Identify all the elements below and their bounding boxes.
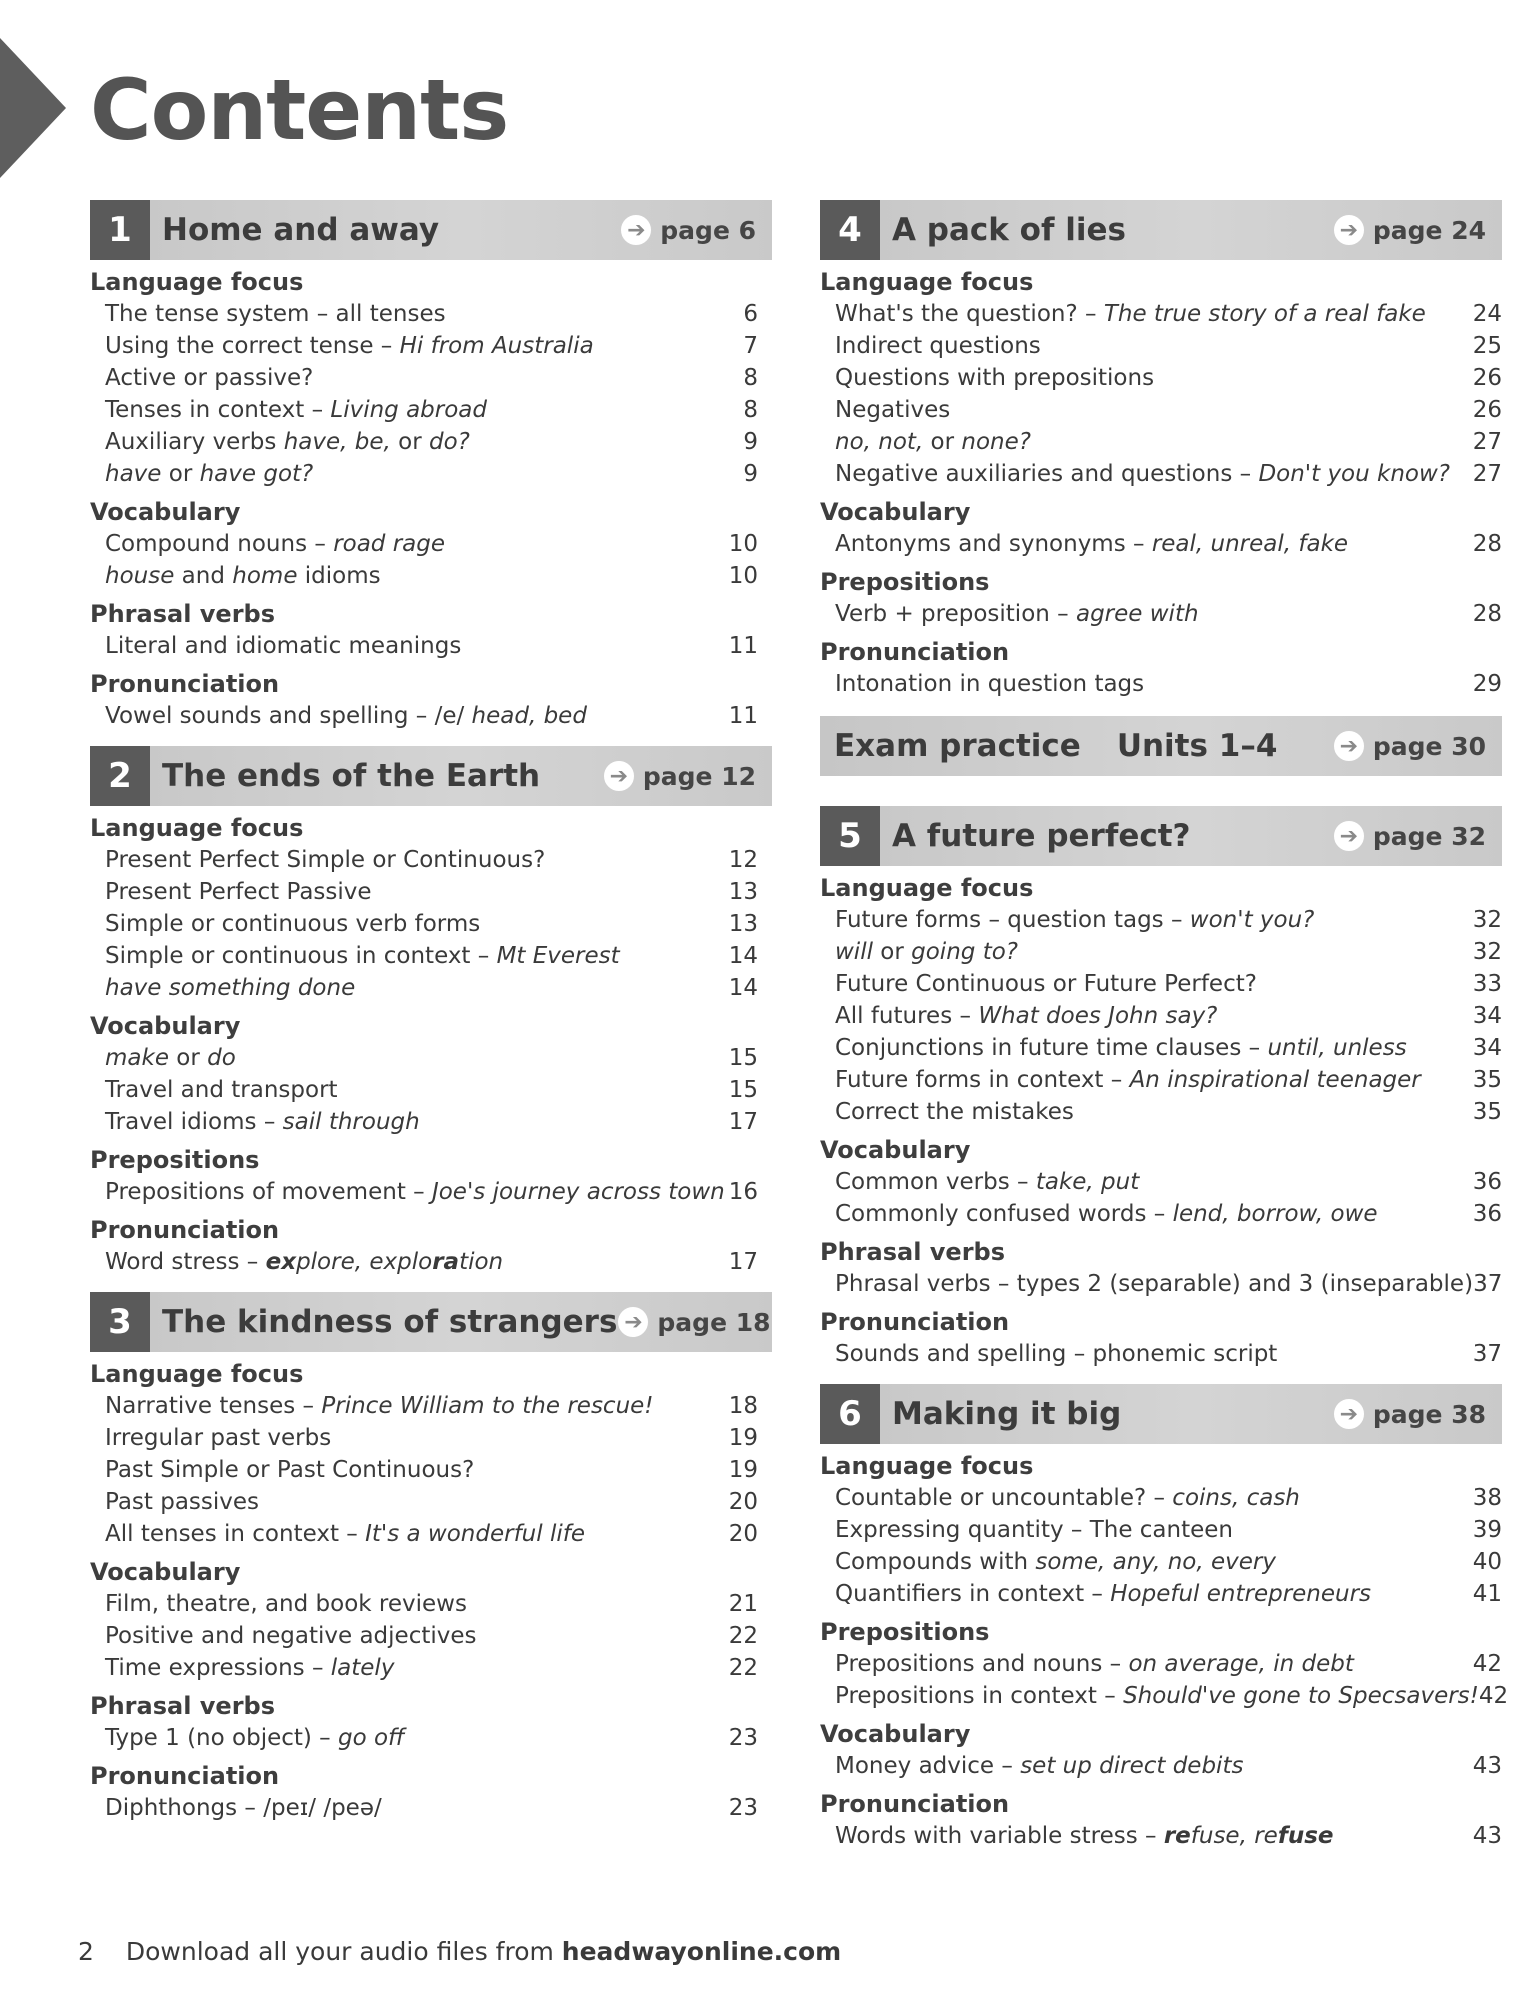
page-ref-label: page 24 [1372, 215, 1486, 245]
toc-entry[interactable] [90, 560, 772, 592]
section-heading: Language focus [90, 814, 304, 842]
section-heading: Language focus [820, 874, 1034, 902]
toc-entry[interactable] [90, 1588, 772, 1620]
section-heading: Vocabulary [90, 1558, 241, 1586]
entry-text: Film, theatre, and book reviews [105, 1591, 467, 1617]
toc-entry[interactable] [820, 1680, 1509, 1712]
entry-page-number: 13 [728, 911, 758, 937]
unit-block [90, 746, 772, 1278]
entry-page-number: 32 [1472, 939, 1502, 965]
corner-triangle-icon [0, 38, 66, 178]
unit-header [90, 746, 772, 806]
toc-entry[interactable] [90, 298, 772, 330]
exam-practice-units: Units 1–4 [1116, 728, 1278, 764]
entry-page-number: 39 [1472, 1517, 1502, 1543]
entry-page-number: 20 [728, 1489, 758, 1515]
entry-page-number: 15 [728, 1077, 758, 1103]
toc-entry[interactable] [90, 630, 772, 662]
entry-text: Prepositions in context – Should've gone to Specsavers! [835, 1683, 1479, 1709]
toc-entry[interactable] [820, 1578, 1502, 1610]
entry-text: Prepositions and nouns – on average, in debt [835, 1651, 1354, 1677]
unit-number: 4 [820, 200, 880, 260]
page-ref-link[interactable] [1333, 1398, 1502, 1430]
entry-text: Narrative tenses – Prince William to the rescue! [105, 1393, 654, 1419]
entry-page-number: 22 [728, 1623, 758, 1649]
entry-text: Vowel sounds and spelling – /e/ head, bed [105, 703, 587, 729]
toc-entry[interactable] [820, 298, 1502, 330]
toc-entry[interactable] [820, 1820, 1502, 1852]
entry-text: What's the question? – The true story of a real fake [835, 301, 1426, 327]
toc-entry[interactable] [820, 330, 1502, 362]
toc-entry[interactable] [90, 1486, 772, 1518]
entry-page-number: 41 [1472, 1581, 1502, 1607]
section-heading: Pronunciation [90, 1216, 280, 1244]
toc-entry[interactable] [820, 668, 1502, 700]
unit-block [90, 200, 772, 732]
entry-text: Correct the mistakes [835, 1099, 1074, 1125]
toc-entry[interactable] [90, 972, 772, 1004]
toc-entry[interactable] [90, 1722, 772, 1754]
toc-entry[interactable] [90, 528, 772, 560]
entry-page-number: 37 [1472, 1341, 1502, 1367]
entry-text: Present Perfect Simple or Continuous? [105, 847, 546, 873]
toc-entry[interactable] [90, 330, 772, 362]
entry-text: All tenses in context – It's a wonderful life [105, 1521, 585, 1547]
entry-page-number: 10 [728, 563, 758, 589]
entry-text: Compounds with some, any, no, every [835, 1549, 1276, 1575]
toc-entry[interactable] [820, 1032, 1502, 1064]
toc-entry[interactable] [820, 1546, 1502, 1578]
entry-page-number: 36 [1472, 1201, 1502, 1227]
entry-text: Common verbs – take, put [835, 1169, 1140, 1195]
exam-practice-label: Exam practice [834, 728, 1081, 764]
entry-page-number: 43 [1472, 1823, 1502, 1849]
unit-block [90, 1292, 772, 1824]
section-heading: Prepositions [90, 1146, 260, 1174]
toc-entry[interactable] [90, 362, 772, 394]
toc-entry[interactable] [90, 1390, 772, 1422]
entry-page-number: 13 [728, 879, 758, 905]
entry-text: Prepositions of movement – Joe's journey across town [105, 1179, 725, 1205]
section-heading: Pronunciation [90, 670, 280, 698]
page-ref-link[interactable] [1333, 820, 1502, 852]
toc-entry[interactable] [90, 1792, 772, 1824]
entry-page-number: 29 [1472, 671, 1502, 697]
section-heading: Pronunciation [820, 638, 1010, 666]
entry-page-number: 24 [1472, 301, 1502, 327]
unit-title: The ends of the Earth [162, 758, 541, 794]
toc-entry[interactable] [90, 1620, 772, 1652]
exam-practice-block [820, 716, 1502, 776]
entry-page-number: 15 [728, 1045, 758, 1071]
entry-text: Simple or continuous verb forms [105, 911, 481, 937]
toc-entry[interactable] [90, 908, 772, 940]
unit-number: 1 [90, 200, 150, 260]
toc-entry[interactable] [820, 598, 1502, 630]
arrow-right-circle-icon: ➔ [1333, 820, 1365, 852]
unit-block [820, 806, 1502, 1370]
section-heading: Phrasal verbs [820, 1238, 1005, 1266]
section-heading: Prepositions [820, 1618, 990, 1646]
entry-text: Tenses in context – Living abroad [105, 397, 487, 423]
toc-entry[interactable] [90, 1518, 772, 1550]
toc-entry[interactable] [90, 1246, 772, 1278]
section-heading: Vocabulary [820, 1720, 971, 1748]
entry-page-number: 10 [728, 531, 758, 557]
entry-page-number: 19 [728, 1425, 758, 1451]
arrow-right-circle-icon: ➔ [617, 1306, 649, 1338]
entry-text: Travel idioms – sail through [105, 1109, 420, 1135]
unit-block [820, 1384, 1509, 1852]
entry-page-number: 14 [728, 975, 758, 1001]
unit-title: A future perfect? [892, 818, 1191, 854]
footer-url-link[interactable]: headwayonline.com [561, 1937, 842, 1966]
unit-title: Making it big [892, 1396, 1122, 1432]
page-ref-label: page 38 [1372, 1399, 1486, 1429]
entry-text: Money advice – set up direct debits [835, 1753, 1244, 1779]
toc-entry[interactable] [820, 1750, 1502, 1782]
entry-text: Words with variable stress – refuse, refuse [835, 1823, 1334, 1849]
arrow-right-circle-icon: ➔ [1333, 730, 1365, 762]
unit-block [820, 200, 1502, 700]
entry-text: Simple or continuous in context – Mt Everest [105, 943, 620, 969]
entry-page-number: 35 [1472, 1099, 1502, 1125]
page-ref-link[interactable] [1333, 214, 1502, 246]
entry-text: Expressing quantity – The canteen [835, 1517, 1233, 1543]
entry-text: Literal and idiomatic meanings [105, 633, 462, 659]
entry-page-number: 9 [743, 429, 758, 455]
entry-text: Compound nouns – road rage [105, 531, 446, 557]
toc-entry[interactable] [90, 700, 772, 732]
toc-entry[interactable] [820, 968, 1502, 1000]
toc-entry[interactable] [90, 458, 772, 490]
entry-page-number: 38 [1472, 1485, 1502, 1511]
toc-entry[interactable] [820, 394, 1502, 426]
footer-page-number: 2 [78, 1937, 94, 1966]
page-ref-link[interactable] [1333, 730, 1502, 762]
entry-page-number: 42 [1478, 1683, 1509, 1709]
page-title: Contents [90, 61, 509, 159]
entry-page-number: 37 [1473, 1271, 1503, 1297]
right-column [820, 200, 1509, 1866]
entry-text: Quantifiers in context – Hopeful entrepreneurs [835, 1581, 1372, 1607]
entry-page-number: 16 [728, 1179, 758, 1205]
arrow-right-circle-icon: ➔ [603, 760, 635, 792]
unit-title: Home and away [162, 212, 440, 248]
arrow-right-circle-icon: ➔ [620, 214, 652, 246]
entry-text: Positive and negative adjectives [105, 1623, 477, 1649]
entry-page-number: 6 [743, 301, 758, 327]
unit-header [90, 200, 772, 260]
toc-entry[interactable] [90, 1176, 772, 1208]
entry-text: Auxiliary verbs have, be, or do? [105, 429, 470, 455]
entry-text: Present Perfect Passive [105, 879, 372, 905]
entry-text: have something done [105, 975, 356, 1001]
section-heading: Language focus [90, 1360, 304, 1388]
toc-entry[interactable] [820, 362, 1502, 394]
section-heading: Prepositions [820, 568, 990, 596]
page-ref-label: page 32 [1372, 821, 1486, 851]
entry-page-number: 26 [1472, 365, 1502, 391]
toc-entry[interactable] [820, 936, 1502, 968]
exam-practice-header [820, 716, 1502, 776]
page-ref-label: page 6 [660, 215, 756, 245]
entry-text: Travel and transport [105, 1077, 338, 1103]
unit-title: The kindness of strangers [162, 1304, 618, 1340]
footer [78, 1937, 841, 1966]
unit-header [820, 806, 1502, 866]
toc-entry[interactable] [820, 1648, 1502, 1680]
entry-page-number: 12 [728, 847, 758, 873]
entry-page-number: 9 [743, 461, 758, 487]
entry-text: Future forms in context – An inspirational teenager [835, 1067, 1421, 1093]
entry-text: Future Continuous or Future Perfect? [835, 971, 1257, 997]
entry-page-number: 28 [1472, 601, 1502, 627]
page-ref-label: page 12 [642, 761, 756, 791]
toc-entry[interactable] [90, 394, 772, 426]
left-column [90, 200, 772, 1838]
entry-page-number: 11 [728, 633, 758, 659]
unit-header [90, 1292, 772, 1352]
entry-text: Antonyms and synonyms – real, unreal, fake [835, 531, 1349, 557]
entry-text: All futures – What does John say? [835, 1003, 1218, 1029]
entry-page-number: 40 [1472, 1549, 1502, 1575]
toc-entry[interactable] [820, 1198, 1502, 1230]
section-heading: Phrasal verbs [90, 600, 275, 628]
entry-page-number: 19 [728, 1457, 758, 1483]
unit-number: 2 [90, 746, 150, 806]
section-heading: Vocabulary [90, 498, 241, 526]
toc-entry[interactable] [820, 426, 1502, 458]
page-ref-link[interactable] [617, 1306, 786, 1338]
section-heading: Language focus [90, 268, 304, 296]
entry-text: Conjunctions in future time clauses – until, unless [835, 1035, 1407, 1061]
entry-page-number: 43 [1472, 1753, 1502, 1779]
entry-text: Questions with prepositions [835, 365, 1155, 391]
entry-text: The tense system – all tenses [105, 301, 446, 327]
entry-text: house and home idioms [105, 563, 381, 589]
toc-entry[interactable] [90, 844, 772, 876]
entry-text: have or have got? [105, 461, 314, 487]
entry-page-number: 36 [1472, 1169, 1502, 1195]
entry-text: Negatives [835, 397, 951, 423]
entry-text: Using the correct tense – Hi from Australia [105, 333, 594, 359]
toc-entry[interactable] [90, 1074, 772, 1106]
page-ref-link[interactable] [620, 214, 772, 246]
toc-entry[interactable] [820, 1338, 1502, 1370]
toc-entry[interactable] [90, 1652, 772, 1684]
entry-text: Negative auxiliaries and questions – Don't you know? [835, 461, 1451, 487]
entry-page-number: 23 [728, 1725, 758, 1751]
entry-page-number: 26 [1472, 397, 1502, 423]
toc-entry[interactable] [820, 1064, 1502, 1096]
entry-text: Indirect questions [835, 333, 1041, 359]
entry-text: Time expressions – lately [105, 1655, 395, 1681]
unit-header [820, 1384, 1502, 1444]
entry-text: Countable or uncountable? – coins, cash [835, 1485, 1300, 1511]
toc-entry[interactable] [820, 528, 1502, 560]
arrow-right-circle-icon: ➔ [1333, 214, 1365, 246]
section-heading: Pronunciation [820, 1790, 1010, 1818]
section-heading: Language focus [820, 268, 1034, 296]
entry-text: Active or passive? [105, 365, 314, 391]
entry-text: Sounds and spelling – phonemic script [835, 1341, 1278, 1367]
entry-page-number: 34 [1472, 1035, 1502, 1061]
section-heading: Vocabulary [820, 498, 971, 526]
page-ref-label: page 30 [1372, 731, 1486, 761]
entry-page-number: 22 [728, 1655, 758, 1681]
entry-text: Intonation in question tags [835, 671, 1145, 697]
toc-entry[interactable] [90, 1422, 772, 1454]
entry-text: Future forms – question tags – won't you? [835, 907, 1315, 933]
entry-page-number: 27 [1472, 461, 1502, 487]
exam-practice-title [820, 728, 1333, 764]
entry-page-number: 25 [1472, 333, 1502, 359]
unit-title: A pack of lies [892, 212, 1126, 248]
toc-entry[interactable] [90, 940, 772, 972]
page-ref-link[interactable] [603, 760, 772, 792]
unit-header [820, 200, 1502, 260]
entry-page-number: 17 [728, 1249, 758, 1275]
section-heading: Language focus [820, 1452, 1034, 1480]
entry-page-number: 8 [743, 365, 758, 391]
section-heading: Phrasal verbs [90, 1692, 275, 1720]
entry-page-number: 23 [728, 1795, 758, 1821]
toc-entry[interactable] [820, 1166, 1502, 1198]
toc-entry[interactable] [90, 1106, 772, 1138]
section-heading: Pronunciation [820, 1308, 1010, 1336]
section-heading: Vocabulary [820, 1136, 971, 1164]
toc-entry[interactable] [90, 1042, 772, 1074]
entry-page-number: 35 [1472, 1067, 1502, 1093]
toc-entry[interactable] [90, 426, 772, 458]
entry-page-number: 18 [728, 1393, 758, 1419]
unit-number: 5 [820, 806, 880, 866]
toc-entry[interactable] [820, 1096, 1502, 1128]
entry-page-number: 27 [1472, 429, 1502, 455]
entry-page-number: 32 [1472, 907, 1502, 933]
entry-text: Past Simple or Past Continuous? [105, 1457, 475, 1483]
toc-entry[interactable] [90, 876, 772, 908]
entry-text: Phrasal verbs – types 2 (separable) and 3 (inseparable) [835, 1271, 1474, 1297]
entry-page-number: 21 [728, 1591, 758, 1617]
entry-page-number: 8 [743, 397, 758, 423]
toc-entry[interactable] [820, 458, 1502, 490]
entry-page-number: 14 [728, 943, 758, 969]
toc-entry[interactable] [90, 1454, 772, 1486]
entry-text: Past passives [105, 1489, 260, 1515]
entry-text: no, not, or none? [835, 429, 1031, 455]
page-ref-label: page 18 [657, 1307, 771, 1337]
entry-text: Irregular past verbs [105, 1425, 332, 1451]
unit-number: 3 [90, 1292, 150, 1352]
arrow-right-circle-icon: ➔ [1333, 1398, 1365, 1430]
toc-entry[interactable] [820, 1268, 1502, 1300]
section-heading: Vocabulary [90, 1012, 241, 1040]
entry-text: Verb + preposition – agree with [835, 601, 1199, 627]
footer-text: Download all your audio files from [125, 1937, 554, 1966]
toc-entry[interactable] [820, 1000, 1502, 1032]
entry-text: will or going to? [835, 939, 1018, 965]
toc-entry[interactable] [820, 1514, 1502, 1546]
entry-page-number: 11 [728, 703, 758, 729]
entry-page-number: 17 [728, 1109, 758, 1135]
unit-number: 6 [820, 1384, 880, 1444]
entry-page-number: 42 [1472, 1651, 1502, 1677]
entry-text: Word stress – explore, exploration [105, 1249, 504, 1275]
toc-entry[interactable] [820, 904, 1502, 936]
entry-page-number: 34 [1472, 1003, 1502, 1029]
section-heading: Pronunciation [90, 1762, 280, 1790]
entry-page-number: 33 [1472, 971, 1502, 997]
entry-text: Diphthongs – /peɪ/ /peə/ [105, 1795, 382, 1821]
entry-text: Commonly confused words – lend, borrow, owe [835, 1201, 1378, 1227]
toc-entry[interactable] [820, 1482, 1502, 1514]
entry-page-number: 7 [743, 333, 758, 359]
entry-page-number: 28 [1472, 531, 1502, 557]
entry-page-number: 20 [728, 1521, 758, 1547]
entry-text: Type 1 (no object) – go off [105, 1725, 405, 1751]
entry-text: make or do [105, 1045, 236, 1071]
